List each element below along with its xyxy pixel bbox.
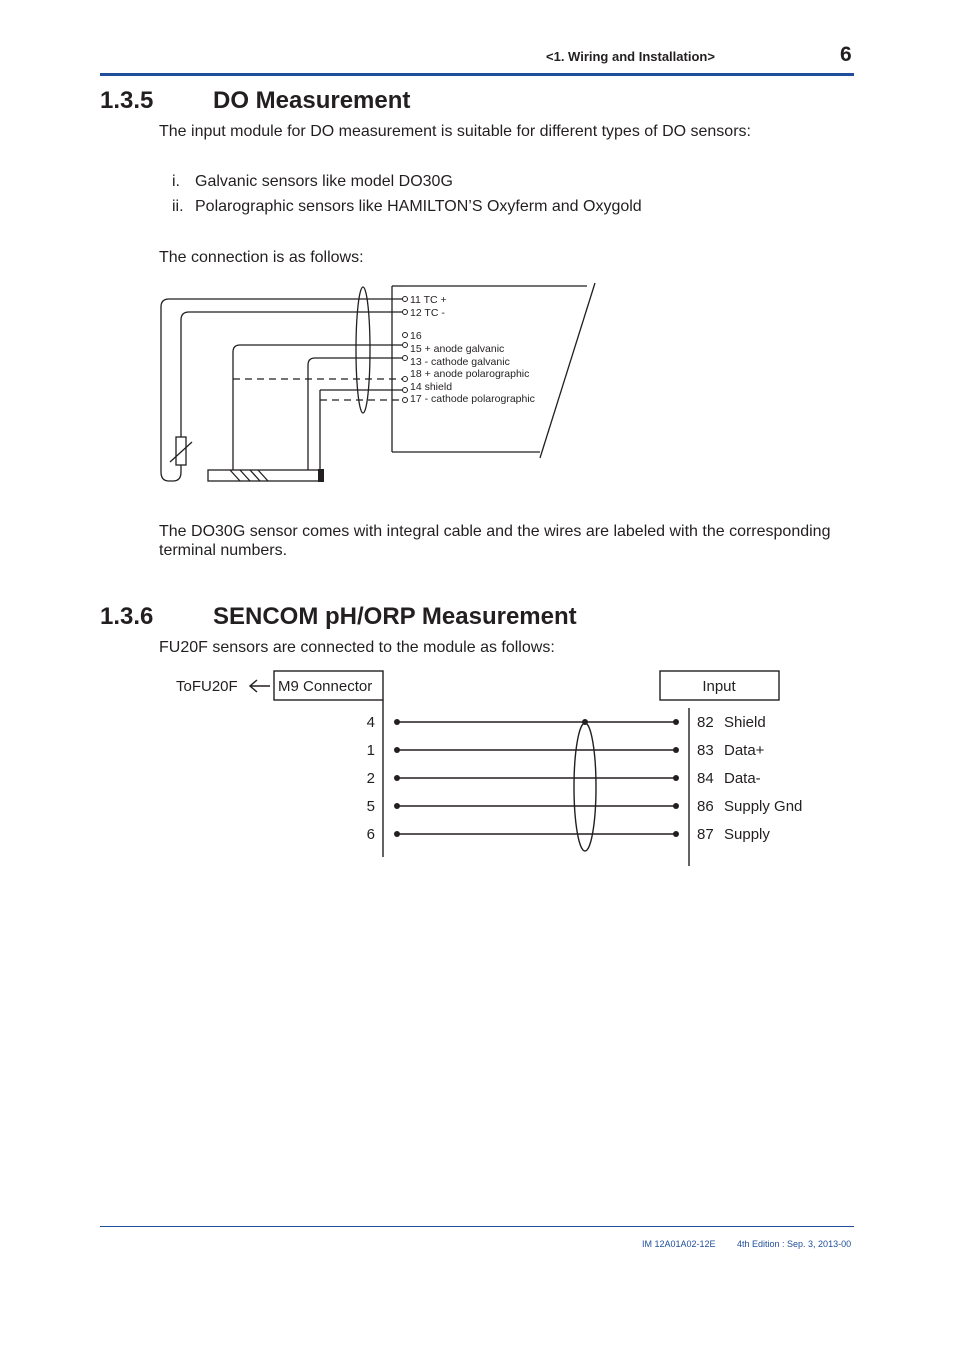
input-86-num: 86 <box>697 798 714 815</box>
do-wiring-diagram <box>150 275 610 490</box>
terminal-15: 15 + anode galvanic <box>410 343 505 355</box>
terminal-17: 17 - cathode polarographic <box>410 393 535 405</box>
sencom-wiring-diagram <box>170 665 830 870</box>
section-135-intro: The input module for DO measurement is suitable for different types of DO sensors: <box>159 123 751 140</box>
input-84-label: Data- <box>724 770 761 787</box>
input-84-num: 84 <box>697 770 714 787</box>
sensor-note: The DO30G sensor comes with integral cable and the wires are labeled with the corresponding terminal numbers. <box>159 523 831 559</box>
input-83-num: 83 <box>697 742 714 759</box>
section-136-title: SENCOM pH/ORP Measurement <box>213 603 577 630</box>
terminal-12: 12 TC - <box>410 307 445 319</box>
footer-rule <box>100 1226 854 1227</box>
terminal-18: 18 + anode polarographic <box>410 368 530 380</box>
connection-text: The connection is as follows: <box>159 249 364 266</box>
chapter-header: <1. Wiring and Installation> <box>546 49 715 64</box>
terminal-16: 16 <box>410 330 422 342</box>
terminal-11: 11 TC + <box>410 294 447 306</box>
section-136-number: 1.3.6 <box>100 603 154 630</box>
pin-5: 5 <box>366 798 375 815</box>
pin-1: 1 <box>366 742 375 759</box>
input-label: Input <box>702 678 736 695</box>
pin-6: 6 <box>366 826 375 843</box>
list-item-2: Polarographic sensors like HAMILTON’S Oxyferm and Oxygold <box>195 198 642 215</box>
list-marker-1: i. <box>172 173 180 190</box>
m9-connector-label: M9 Connector <box>278 678 373 695</box>
input-86-label: Supply Gnd <box>724 798 803 815</box>
section-136-intro: FU20F sensors are connected to the module as follows: <box>159 639 555 656</box>
to-fu20f-label: ToFU20F <box>176 678 238 695</box>
page-number: 6 <box>840 43 852 66</box>
input-87-num: 87 <box>697 826 714 843</box>
section-135-number: 1.3.5 <box>100 87 154 114</box>
pin-4: 4 <box>366 714 375 731</box>
header-rule <box>100 73 854 76</box>
list-marker-2: ii. <box>172 198 184 215</box>
input-87-label: Supply <box>724 826 770 843</box>
input-83-label: Data+ <box>724 742 765 759</box>
footer-doc-id: IM 12A01A02-12E <box>642 1239 716 1249</box>
section-135-title: DO Measurement <box>213 87 411 114</box>
footer-edition: 4th Edition : Sep. 3, 2013-00 <box>737 1239 852 1249</box>
terminal-13: 13 - cathode galvanic <box>410 356 510 368</box>
terminal-14: 14 shield <box>410 381 453 393</box>
list-item-1: Galvanic sensors like model DO30G <box>195 173 453 190</box>
pin-2: 2 <box>366 770 375 787</box>
input-82-label: Shield <box>724 714 766 731</box>
input-82-num: 82 <box>697 714 714 731</box>
